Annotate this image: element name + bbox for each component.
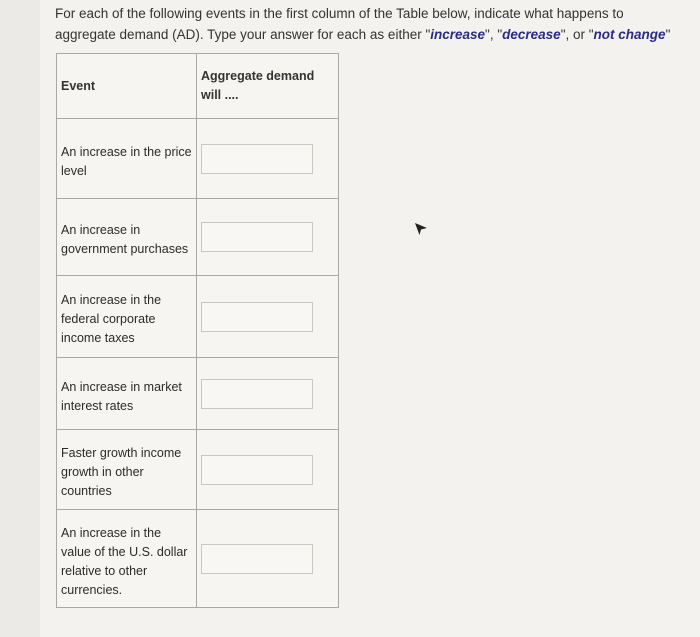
header-event: Event (57, 54, 197, 119)
table-row (57, 510, 339, 608)
event-cell (57, 276, 197, 358)
events-table (56, 53, 339, 608)
question-suffix: " (665, 27, 671, 42)
question-text (55, 3, 675, 45)
answer-input[interactable] (201, 144, 313, 174)
table-row (57, 199, 339, 276)
answer-input[interactable] (201, 544, 313, 574)
answer-input[interactable] (201, 302, 313, 332)
answer-input[interactable] (201, 222, 313, 252)
option-decrease: decrease (502, 27, 561, 42)
separator-1: ", " (485, 27, 503, 42)
answer-cell (197, 358, 339, 430)
event-cell (57, 119, 197, 199)
event-text: Faster growth income growth in other countries (61, 446, 182, 498)
answer-cell (197, 510, 339, 608)
answer-cell (197, 119, 339, 199)
answer-cell (197, 430, 339, 510)
table-row (57, 430, 339, 510)
event-cell (57, 199, 197, 276)
event-text: An increase in the value of the U.S. dollar relative to other currencies. (61, 525, 188, 597)
answer-cell (197, 199, 339, 276)
answer-cell (197, 276, 339, 358)
event-text: An increase in the federal corporate income taxes (61, 293, 162, 345)
question-line-2-prefix: aggregate demand (AD). Type your answer for each as either " (55, 27, 431, 42)
event-cell (57, 510, 197, 608)
event-cell (57, 358, 197, 430)
option-increase: increase (430, 27, 486, 42)
mouse-cursor-icon (414, 222, 428, 236)
table-row (57, 276, 339, 358)
option-not-change: not change (593, 27, 666, 42)
separator-2: ", or " (560, 27, 594, 42)
event-cell (57, 430, 197, 510)
table-row (57, 119, 339, 199)
table-row (57, 358, 339, 430)
event-text: An increase in market interest rates (61, 379, 182, 413)
answer-input[interactable] (201, 379, 313, 409)
question-line-1: For each of the following events in the first column of the Table below, indicate what happens to (55, 6, 624, 21)
event-text: An increase in government purchases (61, 223, 189, 256)
table-header-row (57, 54, 339, 119)
answer-input[interactable] (201, 455, 313, 485)
event-text: An increase in the price level (61, 144, 192, 178)
header-aggregate-demand: Aggregate demand will .... (197, 54, 339, 119)
